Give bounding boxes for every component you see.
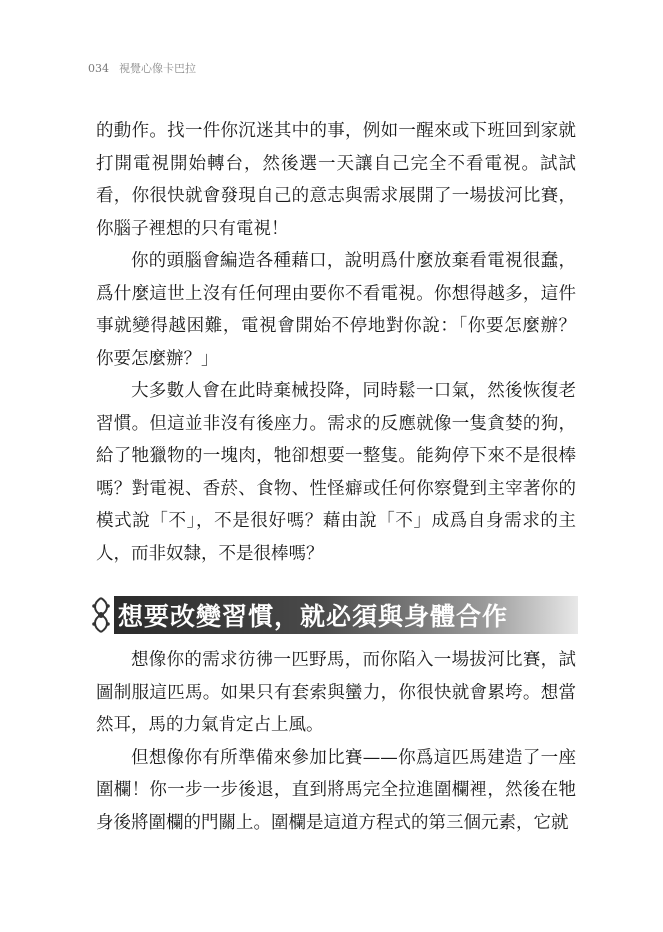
running-header xyxy=(88,60,196,76)
book-title: 視覺心像卡巴拉 xyxy=(119,62,196,75)
paragraph: 但想像你有所準備來參加比賽——你爲這匹馬建造了一座圍欄！你一步一步後退，直到將馬完全拉進圍欄裡，然後在牠身後將圍欄的門關上。圍欄是這道方程式的第三個元素，它就 xyxy=(96,747,576,833)
section-heading xyxy=(86,594,576,636)
floral-ornament-icon xyxy=(86,594,116,636)
page-number: 034 xyxy=(88,61,109,75)
body-section-bottom xyxy=(96,644,576,839)
paragraph: 想像你的需求彷彿一匹野馬，而你陷入一場拔河比賽，試圖制服這匹馬。如果只有套索與蠻力，你很快就會累垮。想當然耳，馬的力氣肯定占上風。 xyxy=(96,650,576,735)
section-title: 想要改變習慣，就必須與身體合作 xyxy=(118,602,509,631)
paragraph-continuation: 的動作。找一件你沉迷其中的事，例如一醒來或下班回到家就打開電視開始轉台，然後選一天讓自己完全不看電視。試試看，你很快就會發現自己的意志與需求展開了一場拔河比賽，你腦子裡想的只有電視！ xyxy=(96,121,576,239)
paragraph: 你的頭腦會編造各種藉口，說明爲什麼放棄看電視很蠢，爲什麼這世上沒有任何理由要你不看電視。你想得越多，這件事就變得越困難，電視會開始不停地對你說：「你要怎麼辦？你要怎麼辦？」 xyxy=(96,251,576,369)
paragraph: 大多數人會在此時棄械投降，同時鬆一口氣，然後恢復老習慣。但這並非沒有後座力。需求的反應就像一隻貪婪的狗，給了牠獵物的一塊肉，牠卻想要一整隻。能夠停下來不是很棒嗎？對電視、香菸、食物、性怪癖或任何你察覺到主宰著你的模式說「不」，不是很好嗎？藉由說「不」成爲自身需求的主人，而非奴隸，不是很棒嗎？ xyxy=(96,381,576,564)
body-section-top xyxy=(96,115,576,570)
